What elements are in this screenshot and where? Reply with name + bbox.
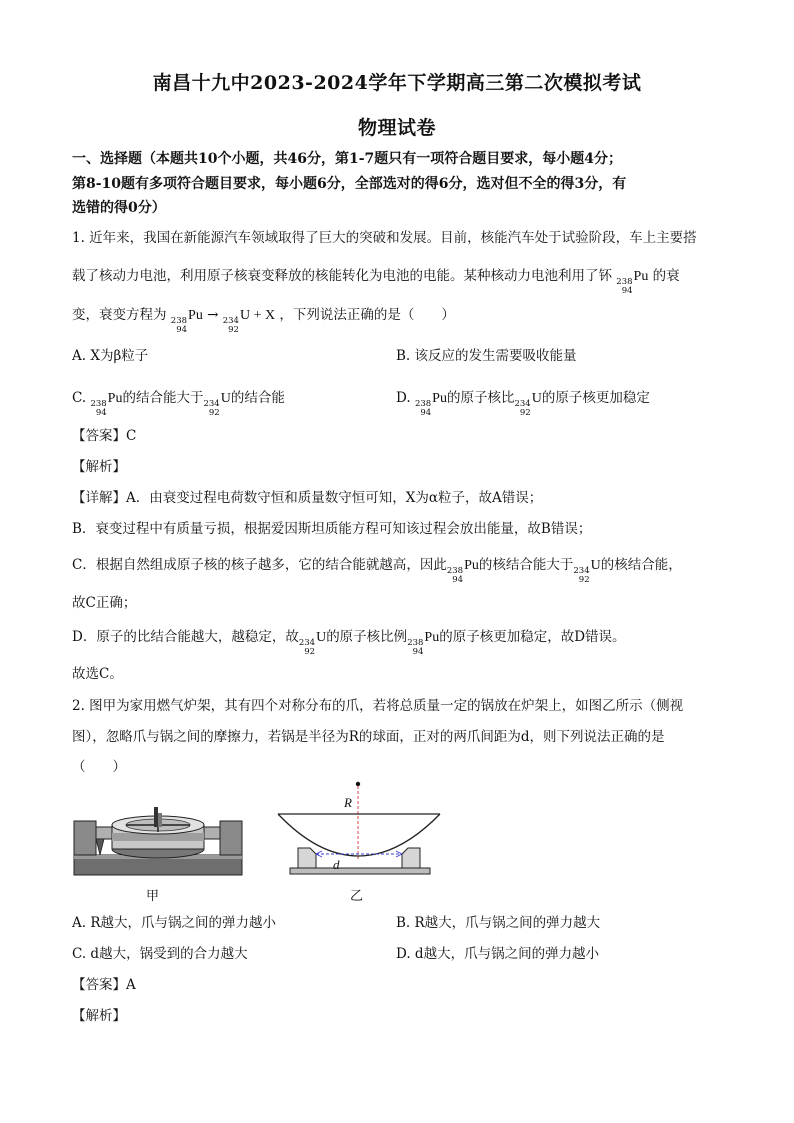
figure-label-distance: d bbox=[333, 857, 340, 872]
exam-title: 南昌十九中2023-2024学年下学期高三第二次模拟考试 bbox=[152, 72, 642, 94]
q2-stem-line3: （ ） bbox=[72, 759, 126, 775]
section-instructions-1: 一、选择题（本题共10个小题，共46分，第1-7题只有一项符合题目要求，每小题4分； bbox=[72, 151, 622, 167]
q1-detail-b: B．衰变过程中有质量亏损，根据爱因斯坦质能方程可知该过程会放出能量，故B错误； bbox=[72, 521, 592, 537]
nuclide-pu: 238 94 Pu bbox=[170, 308, 203, 335]
q2-option-d[interactable]: D. d越大，爪与锅之间的弹力越小 bbox=[396, 946, 600, 962]
q1-stem-line3: 变，衰变方程为 238 94 Pu → 234 92 U + X ，下列说法正确的是（ ） bbox=[72, 307, 455, 335]
decay-arrow: → bbox=[207, 307, 219, 323]
q1-detail-d: D．原子的比结合能越大，越稳定，故 234 92 U的原子核比例 238 94 Pu的原子核更加稳定，故D错误。 bbox=[72, 629, 626, 657]
section-instructions-3: 选错的得0分） bbox=[72, 200, 166, 216]
section-instructions-2: 第8-10题有多项符合题目要求，每小题6分，全部选对的得6分，选对但不全的得3分，有 bbox=[72, 176, 627, 192]
q2-option-c[interactable]: C. d越大，锅受到的合力越大 bbox=[72, 946, 248, 962]
figure-wok-side-view bbox=[270, 778, 450, 882]
q1-answer: 【答案】C bbox=[72, 428, 137, 444]
q1-option-a[interactable]: A. X为β粒子 bbox=[72, 348, 149, 364]
q2-answer: 【答案】A bbox=[72, 977, 136, 993]
q1-option-c[interactable]: C. 238 94 Pu的结合能大于 234 92 U的结合能 bbox=[72, 390, 285, 418]
q2-analysis-heading: 【解析】 bbox=[72, 1008, 126, 1024]
q2-option-b[interactable]: B. R越大，爪与锅之间的弹力越大 bbox=[396, 915, 601, 931]
figure-label-yi: 乙 bbox=[350, 889, 364, 904]
q2-stem-line1: 2. 图甲为家用燃气炉架，其有四个对称分布的爪，若将总质量一定的锅放在炉架上，如图乙所示（侧视 bbox=[72, 698, 684, 714]
q1-option-d[interactable]: D. 238 94 Pu的原子核比 234 92 U的原子核更加稳定 bbox=[396, 390, 650, 418]
q1-stem-line2: 载了核动力电池，利用原子核衰变释放的核能转化为电池的电能。某种核动力电池利用了钚 238 94 Pu 的衰 bbox=[72, 268, 680, 296]
q1-detail-c-end: 故C正确； bbox=[72, 595, 137, 611]
figure-label-jia: 甲 bbox=[146, 889, 160, 904]
figure-stove-rack bbox=[70, 803, 250, 903]
q1-detail-c: C．根据自然组成原子核的核子越多，它的结合能就越高，因此 238 94 Pu的核结合能大于 234 92 U的核结合能， bbox=[72, 557, 682, 585]
q1-conclusion: 故选C。 bbox=[72, 666, 123, 682]
q1-option-b[interactable]: B. 该反应的发生需要吸收能量 bbox=[396, 348, 577, 364]
figure-label-radius: R bbox=[344, 795, 352, 810]
q2-option-a[interactable]: A. R越大，爪与锅之间的弹力越小 bbox=[72, 915, 276, 931]
q1-detail-a: 【详解】A．由衰变过程电荷数守恒和质量数守恒可知，X为α粒子，故A错误； bbox=[72, 490, 543, 506]
q1-analysis-heading: 【解析】 bbox=[72, 459, 126, 475]
exam-subtitle: 物理试卷 bbox=[357, 117, 436, 139]
nuclide-pu: 238 94 Pu bbox=[616, 269, 649, 296]
decay-product: 234 92 U + X bbox=[222, 308, 276, 335]
q1-stem-line1: 1. 近年来，我国在新能源汽车领域取得了巨大的突破和发展。目前，核能汽车处于试验阶段，车上主要搭 bbox=[72, 230, 697, 246]
q2-stem-line2: 图），忽略爪与锅之间的摩擦力，若锅是半径为R的球面，正对的两爪间距为d，则下列说法正确的是 bbox=[72, 729, 665, 745]
